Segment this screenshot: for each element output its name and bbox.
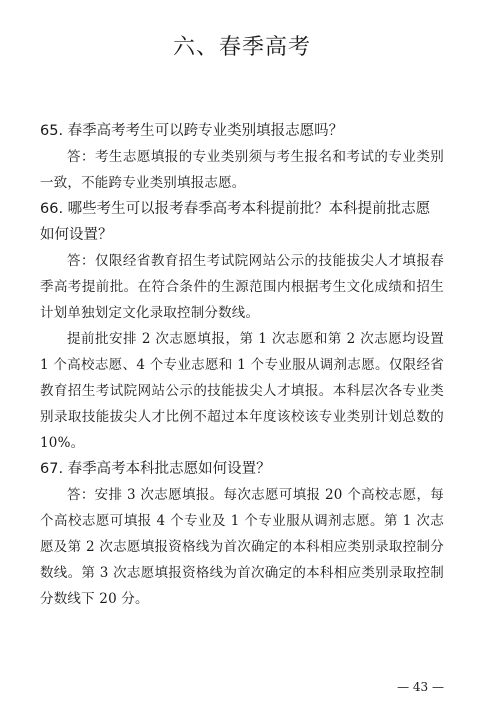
qa-item-67 [40,456,444,612]
page-number: — 43 — [397,680,444,694]
qa-item-65 [40,118,444,196]
question-65: 65. 春季高考考生可以跨专业类别填报志愿吗？ [40,123,344,139]
answer-65: 答：考生志愿填报的专业类别须与考生报名和考试的专业类别一致，不能跨专业类别填报志愿。 [40,149,444,191]
qa-content [40,118,444,612]
section-title: 六、春季高考 [172,35,311,60]
answer-67: 答：安排 3 次志愿填报。每次志愿可填报 20 个高校志愿，每个高校志愿可填报 4 个专业及 1 个专业服从调剂志愿。第 1 次志愿及第 2 次志愿填报资格线为首次确定的本科相应类别录取控制分数线。第 3 次志愿填报资格线为首次确定的本科相应类别录取控制分数线下 20 分。 [40,487,444,607]
question-67: 67. 春季高考本科批志愿如何设置？ [40,461,271,477]
answer-66-paragraph-2: 提前批安排 2 次志愿填报，第 1 次志愿和第 2 次志愿均设置 1 个高校志愿、4 个专业志愿和 1 个专业服从调剂志愿。仅限经省教育招生考试院网站公示的技能拔尖人才填报。本科层次各专业类别录取技能拔尖人才比例不超过本年度该校该专业类别计划总数的 10%。 [40,331,444,451]
qa-item-66 [40,196,444,456]
question-66: 66. 哪些考生可以报考春季高考本科提前批？本科提前批志愿如何设置？ [40,201,431,243]
answer-66-paragraph-1: 答：仅限经省教育招生考试院网站公示的技能拔尖人才填报春季高考提前批。在符合条件的生源范围内根据考生文化成绩和招生计划单独划定文化录取控制分数线。 [40,253,444,321]
